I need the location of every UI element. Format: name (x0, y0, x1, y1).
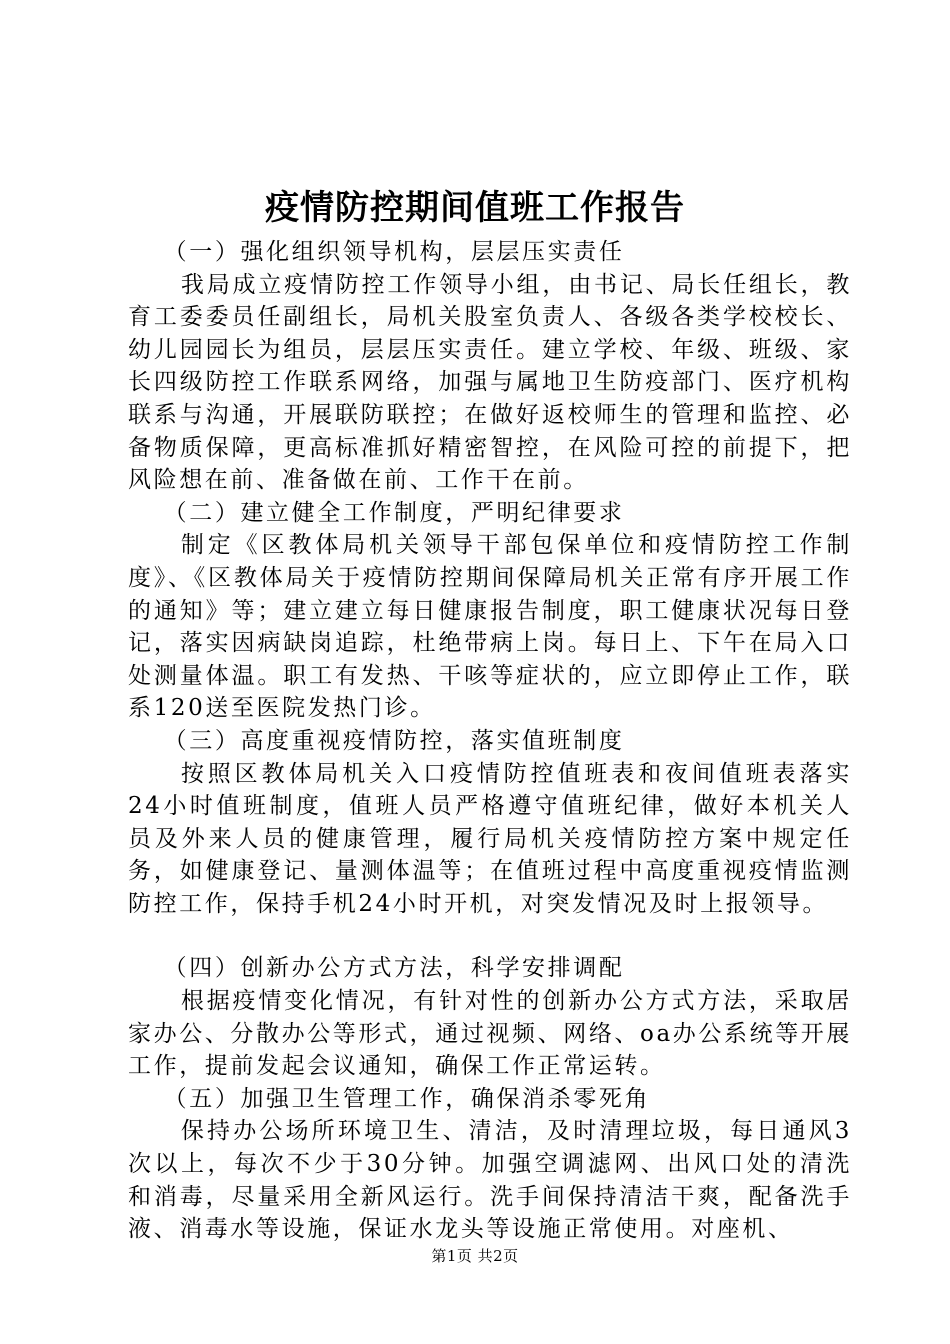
section-paragraph-2: 制定《区教体局机关领导干部包保单位和疫情防控工作制度》、《区教体局关于疫情防控期间保障局机关正常有序开展工作的通知》等；建立建立每日健康报告制度，职工健康状况每日登记，落实因病缺岗追踪，杜绝带病上岗。每日上、下午在局入口处测量体温。职工有发热、干咳等症状的，应立即停止工作，联系120送至医院发热门诊。 (128, 532, 852, 722)
section-heading-3: （三）高度重视疫情防控，落实值班制度 (163, 727, 625, 754)
section-heading-4: （四）创新办公方式方法，科学安排调配 (163, 955, 625, 982)
section-paragraph-5: 保持办公场所环境卫生、清洁，及时清理垃圾，每日通风3次以上，每次不少于30分钟。加强空调滤网、出风口处的清洗和消毒，尽量采用全新风运行。洗手间保持清洁干爽，配备洗手液、消毒水等设施，保证水龙头等设施正常使用。对座机、 (128, 1118, 852, 1243)
section-paragraph-3: 按照区教体局机关入口疫情防控值班表和夜间值班表落实24小时值班制度，值班人员严格遵守值班纪律，做好本机关人员及外来人员的健康管理，履行局机关疫情防控方案中规定任务，如健康登记、量测体温等；在值班过程中高度重视疫情监测防控工作，保持手机24小时开机，对突发情况及时上报领导。 (128, 760, 852, 917)
document-body (128, 236, 852, 1246)
section-heading-2: （二）建立健全工作制度，严明纪律要求 (163, 499, 625, 526)
section-paragraph-4: 根据疫情变化情况，有针对性的创新办公方式方法，采取居家办公、分散办公等形式，通过视频、网络、oa办公系统等开展工作，提前发起会议通知，确保工作正常运转。 (128, 988, 852, 1080)
page-number-footer: 第1页 共2页 (431, 1247, 519, 1265)
section-heading-5: （五）加强卫生管理工作，确保消杀零死角 (163, 1085, 651, 1112)
section-heading-1: （一）强化组织领导机构，层层压实责任 (163, 239, 625, 265)
page-title: 疫情防控期间值班工作报告 (265, 188, 685, 228)
section-paragraph-1: 我局成立疫情防控工作领导小组，由书记、局长任组长，教育工委委员任副组长，局机关股室负责人、各级各类学校校长、幼儿园园长为组员，层层压实责任。建立学校、年级、班级、家长四级防控工作联系网络，加强与属地卫生防疫部门、医疗机构联系与沟通，开展联防联控；在做好返校师生的管理和监控、必备物质保障，更高标准抓好精密智控，在风险可控的前提下，把风险想在前、准备做在前、工作干在前。 (128, 271, 852, 494)
